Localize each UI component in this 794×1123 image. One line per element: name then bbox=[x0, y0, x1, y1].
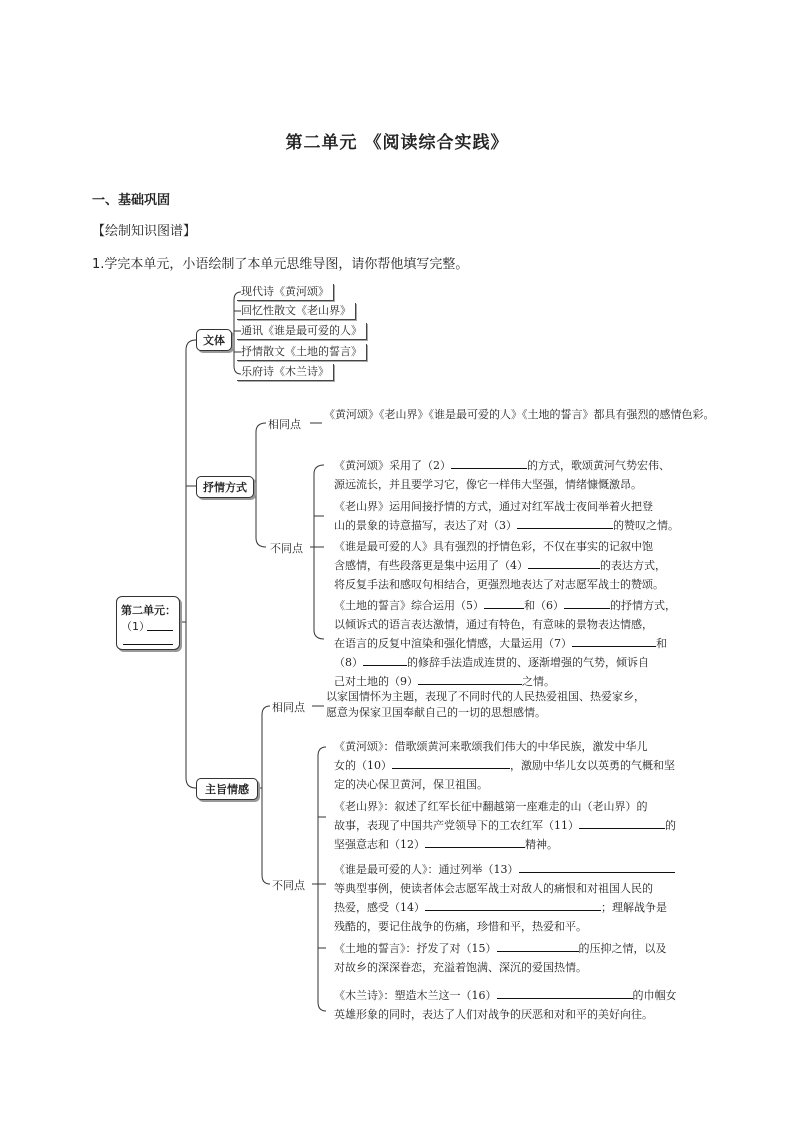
node-genre: 文体 bbox=[196, 329, 232, 351]
section-heading: 一、基础巩固 bbox=[92, 193, 171, 208]
answer-blank-16[interactable] bbox=[497, 986, 633, 999]
genre-item: 抒情散文《土地的誓言》 bbox=[237, 344, 367, 361]
answer-blank-7[interactable] bbox=[572, 634, 656, 647]
answer-blank-3[interactable] bbox=[517, 516, 613, 529]
label-difference: 不同点 bbox=[272, 879, 305, 892]
root-label: 第二单元： bbox=[121, 604, 176, 617]
theme-diff-1: 《黄河颂》：借歌颂黄河来歌颂我们伟大的中华民族，激发中华儿 女的（10） ，激励中华儿女以英勇的气概和坚 定的决心保卫黄河，保卫祖国。 bbox=[334, 740, 675, 791]
answer-blank-11[interactable] bbox=[579, 816, 665, 829]
theme-diff-5: 《木兰诗》：塑造木兰这一（16） 的巾帼女 英雄形象的同时，表达了人们对战争的厌恶和对和平的美好向往。 bbox=[334, 986, 734, 1024]
theme-diff-3: 《谁是最可爱的人》：通过列举（13） 等典型事例，使读者体会志愿军战士对敌人的痛恨和对祖国人民的 热爱，感受（14） ；理解战争是 残酷的，要记住战争的伤痛，珍惜和平，热爱和平。 bbox=[334, 860, 734, 936]
theme-diff-4: 《土地的誓言》：抒发了对（15） 的压抑之情，以及 对故乡的深深眷恋，充溢着饱满、深沉的爱国热情。 bbox=[334, 939, 734, 977]
section-subheading: 【绘制知识图谱】 bbox=[92, 224, 197, 239]
answer-blank-14[interactable] bbox=[425, 898, 601, 911]
answer-blank-2[interactable] bbox=[451, 456, 527, 469]
page-title: 第二单元 《阅读综合实践》 bbox=[285, 133, 509, 153]
genre-item: 乐府诗《木兰诗》 bbox=[237, 364, 334, 381]
method-similarity-text: 《黄河颂》《老山界》《谁是最可爱的人》《土地的誓言》都具有强烈的感情色彩。 bbox=[324, 408, 715, 421]
label-difference: 不同点 bbox=[270, 542, 303, 555]
label-similarity: 相同点 bbox=[272, 701, 305, 714]
node-theme: 主旨情感 bbox=[196, 778, 258, 800]
question-text: 1.学完本单元，小语绘制了本单元思维导图，请你帮他填写完整。 bbox=[92, 257, 469, 272]
answer-blank-8[interactable] bbox=[363, 653, 407, 666]
genre-item: 现代诗《黄河颂》 bbox=[237, 284, 334, 301]
answer-blank-1-line2[interactable] bbox=[123, 632, 173, 645]
genre-item: 回忆性散文《老山界》 bbox=[237, 303, 356, 320]
answer-blank-10[interactable] bbox=[392, 756, 510, 769]
answer-blank-12[interactable] bbox=[425, 835, 525, 848]
answer-blank-5[interactable] bbox=[484, 596, 524, 609]
answer-blank-15[interactable] bbox=[497, 939, 579, 952]
node-lyric-method: 抒情方式 bbox=[196, 476, 254, 498]
theme-similarity-text: 以家国情怀为主题，表现了不同时代的人民热爱祖国、热爱家乡， 愿意为保家卫国奉献自己的一切的思想感情。 bbox=[326, 690, 645, 719]
root-node bbox=[116, 596, 180, 650]
answer-blank-1[interactable] bbox=[147, 618, 173, 631]
answer-blank-9[interactable] bbox=[418, 672, 522, 685]
answer-blank-4[interactable] bbox=[528, 556, 600, 569]
method-diff-4: 《土地的誓言》综合运用（5） 和（6） 的抒情方式， 以倾诉式的语言表达激情，通过有特色，有意味的景物表达情感， 在语言的反复中渲染和强化情感，大量运用（7） 和 （8） 的修辞手法造成连贯的、逐渐增强的气势，倾诉自 己对土地的（9） 之情。 bbox=[334, 596, 734, 691]
theme-diff-2: 《老山界》：叙述了红军长征中翻越第一座难走的山（老山界）的 故事，表现了中国共产党领导下的工农红军（11） 的 坚强意志和（12） 精神。 bbox=[334, 800, 676, 851]
method-diff-3: 《谁是最可爱的人》具有强烈的抒情色彩，不仅在事实的记叙中饱 含感情，有些段落更是集中运用了（4） 的表达方式， 将反复手法和感叹句相结合，更强烈地表达了对志愿军战士的赞颂。 bbox=[334, 540, 666, 591]
method-diff-2: 《老山界》运用间接抒情的方式，通过对红军战士夜间举着火把登 山的景象的诗意描写，表达了对（3） 的赞叹之情。 bbox=[334, 500, 679, 532]
label-similarity: 相同点 bbox=[268, 418, 301, 431]
answer-blank-13[interactable] bbox=[519, 860, 675, 873]
root-blank-label: （1） bbox=[121, 620, 150, 633]
answer-blank-6[interactable] bbox=[564, 596, 610, 609]
genre-item: 通讯《谁是最可爱的人》 bbox=[237, 323, 367, 340]
method-diff-1: 《黄河颂》采用了（2） 的方式，歌颂黄河气势宏伟、 源远流长，并且要学习它，像它一样伟大坚强，情绪慷慨激昂。 bbox=[334, 456, 734, 494]
